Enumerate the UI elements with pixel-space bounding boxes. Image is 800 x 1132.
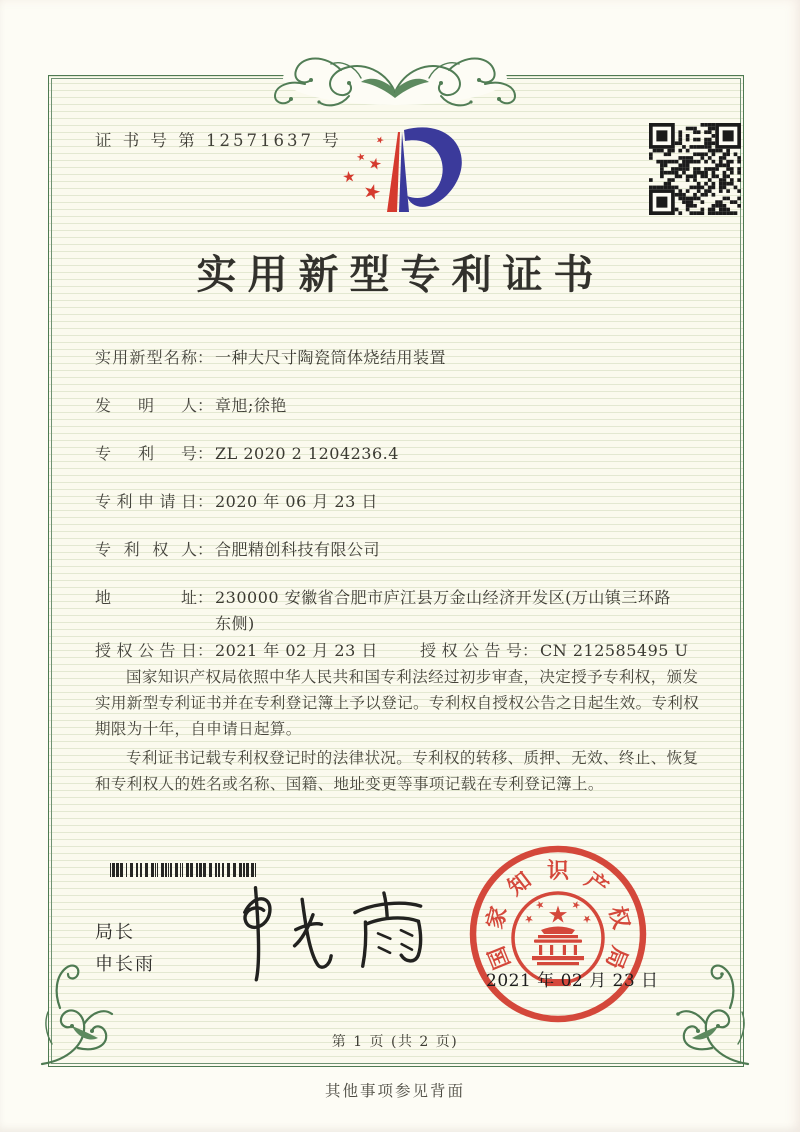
field-colon: ： (522, 641, 539, 660)
certificate-number: 证 书 号 第 12571637 号 (95, 131, 342, 150)
field-label: 地址 (95, 588, 197, 607)
field-row-patentee (95, 537, 710, 563)
seal-date: 2021 年 02 月 23 日 (486, 971, 659, 991)
svg-text:家: 家 (482, 903, 513, 932)
field-value: 一种大尺寸陶瓷筒体烧结用装置 (215, 348, 447, 367)
field-colon: ： (197, 444, 214, 463)
signer-name: 申长雨 (95, 954, 155, 975)
certificate-title: 实用新型专利证书 (196, 251, 605, 298)
field-row-patent-number (95, 441, 710, 467)
logo-stars (343, 135, 385, 200)
legal-paragraph-1: 国家知识产权局依照中华人民共和国专利法经过初步审查，决定授予专利权，颁发实用新型专利证书并在专利登记簿上予以登记。专利权自授权公告之日起生效。专利权期限为十年，自申请日起算。 (95, 668, 700, 738)
field-value: ZL 2020 2 1204236.4 (215, 444, 399, 463)
svg-text:国: 国 (484, 942, 516, 973)
field-row-grant-date (95, 638, 710, 664)
field-value: 2020 年 06 月 23 日 (215, 492, 378, 511)
field-row-address (95, 585, 710, 637)
field-colon: ： (197, 588, 214, 607)
qr-code (649, 123, 741, 215)
svg-text:产: 产 (579, 867, 613, 902)
page-indicator: 第 1 页 (共 2 页) (331, 1034, 459, 1050)
field-colon: ： (197, 641, 214, 660)
commissioner-signature (218, 878, 438, 990)
field-colon: ： (197, 348, 214, 367)
barcode (110, 863, 308, 877)
field-label: 授权公告日 (95, 641, 197, 660)
field-value: CN 212585495 U (540, 641, 689, 660)
svg-text:权: 权 (603, 903, 634, 932)
field-label: 实用新型名称 (95, 348, 197, 367)
field-value: 章旭;徐艳 (215, 396, 287, 415)
field-row-name (95, 345, 710, 371)
field-value: 230000 安徽省合肥市庐江县万金山经济开发区(万山镇三环路东侧) (215, 588, 671, 633)
field-label: 专利号 (95, 444, 197, 463)
legal-text (95, 664, 703, 800)
field-colon: ： (197, 540, 214, 559)
svg-text:知: 知 (503, 867, 537, 902)
back-side-note: 其他事项参见背面 (324, 1082, 465, 1100)
field-group-grant-number (420, 638, 689, 664)
logo-p-mark (387, 127, 462, 212)
field-row-inventor (95, 393, 710, 419)
svg-text:局: 局 (600, 942, 632, 973)
signer-role: 局长 (95, 922, 135, 943)
field-label: 专利权人 (95, 540, 197, 559)
legal-paragraph-2: 专利证书记载专利权登记时的法律状况。专利权的转移、质押、无效、终止、恢复和专利权人的姓名或名称、国籍、地址变更等事项记载在专利登记簿上。 (95, 749, 699, 793)
field-value: 2021 年 02 月 23 日 (215, 641, 378, 660)
official-seal (462, 838, 654, 1030)
field-row-filing-date (95, 489, 710, 515)
svg-text:识: 识 (546, 859, 570, 884)
field-colon: ： (197, 492, 214, 511)
field-value: 合肥精创科技有限公司 (215, 540, 381, 559)
field-label: 发明人 (95, 396, 197, 415)
field-colon: ： (197, 396, 214, 415)
field-label: 授权公告号 (420, 641, 522, 660)
cnipa-logo (328, 116, 473, 228)
field-label: 专利申请日 (95, 492, 197, 511)
